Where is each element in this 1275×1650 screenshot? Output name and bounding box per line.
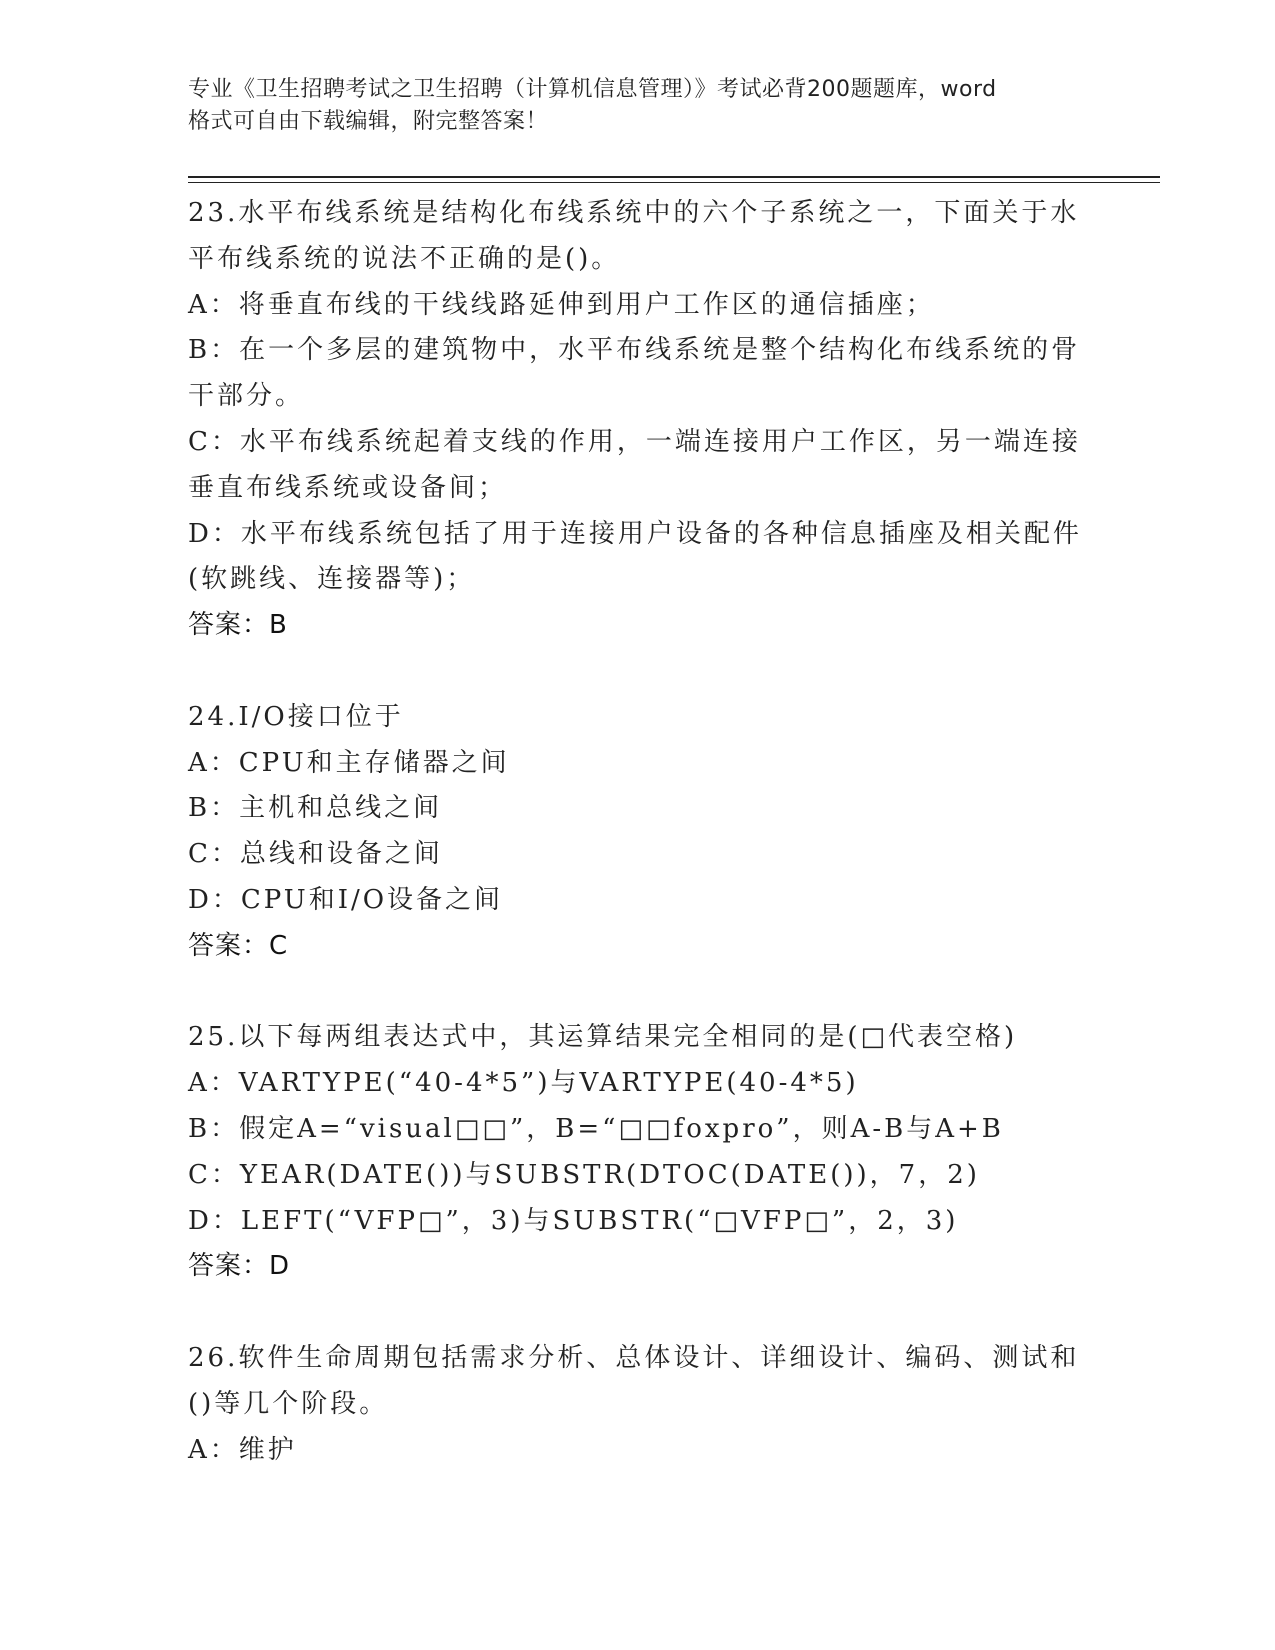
header-line-2: 格式可自由下载编辑，附完整答案！ (188, 109, 549, 134)
question-25-option-b: B：假定A=“visual□□”，B=“□□foxpro”，则A-B与A+B (188, 1113, 1004, 1144)
question-23-option-c-cont: 垂直布线系统或设备间； (188, 472, 508, 503)
question-24-option-a: A：CPU和主存储器之间 (188, 747, 510, 778)
question-spacer (188, 1290, 1088, 1336)
header-divider-thin (188, 182, 1160, 183)
question-23-stem: 23.水平布线系统是结构化布线系统中的六个子系统之一，下面关于水 (188, 198, 1080, 228)
document-header (188, 74, 1088, 138)
question-26 (188, 1336, 1088, 1473)
question-23-option-c: C：水平布线系统起着支线的作用，一端连接用户工作区，另一端连接 (188, 426, 1081, 457)
question-24-option-b: B：主机和总线之间 (188, 793, 443, 824)
header-line-1: 专业《卫生招聘考试之卫生招聘（计算机信息管理）》考试必背200题题库，word (188, 77, 997, 102)
question-24-option-c: C：总线和设备之间 (188, 839, 443, 870)
question-25-option-d: D：LEFT(“VFP□”，3)与SUBSTR(“□VFP□”，2，3) (188, 1205, 959, 1236)
question-23-answer: 答案：B (188, 610, 288, 641)
question-23 (188, 191, 1088, 649)
question-23-option-b: B：在一个多层的建筑物中，水平布线系统是整个结构化布线系统的骨 (188, 335, 1081, 366)
question-23-stem-cont: 平布线系统的说法不正确的是()。 (188, 243, 621, 274)
question-list (188, 191, 1088, 1473)
question-26-option-a: A：维护 (188, 1434, 297, 1465)
question-25 (188, 1015, 1088, 1290)
question-25-option-a: A：VARTYPE(“40-4*5”)与VARTYPE(40-4*5) (188, 1068, 859, 1099)
question-spacer (188, 970, 1088, 1016)
question-23-option-d: D：水平布线系统包括了用于连接用户设备的各种信息插座及相关配件 (188, 518, 1082, 549)
question-spacer (188, 649, 1088, 695)
header-divider-thick (188, 176, 1160, 178)
question-24 (188, 695, 1088, 970)
question-25-stem: 25.以下每两组表达式中，其运算结果完全相同的是(□代表空格) (188, 1022, 1018, 1053)
question-26-stem-cont: ()等几个阶段。 (188, 1388, 389, 1419)
question-23-option-d-cont: (软跳线、连接器等)； (188, 564, 476, 595)
question-25-answer: 答案：D (188, 1251, 291, 1282)
question-23-option-a: A：将垂直布线的干线线路延伸到用户工作区的通信插座； (188, 289, 935, 320)
question-24-answer: 答案：C (188, 930, 289, 961)
question-24-option-d: D：CPU和I/O设备之间 (188, 884, 504, 915)
question-25-option-c: C：YEAR(DATE())与SUBSTR(DTOC(DATE())，7，2) (188, 1159, 980, 1190)
question-23-option-b-cont: 干部分。 (188, 381, 305, 412)
question-24-stem: 24.I/O接口位于 (188, 701, 404, 732)
question-26-stem: 26.软件生命周期包括需求分析、总体设计、详细设计、编码、测试和 (188, 1342, 1080, 1373)
